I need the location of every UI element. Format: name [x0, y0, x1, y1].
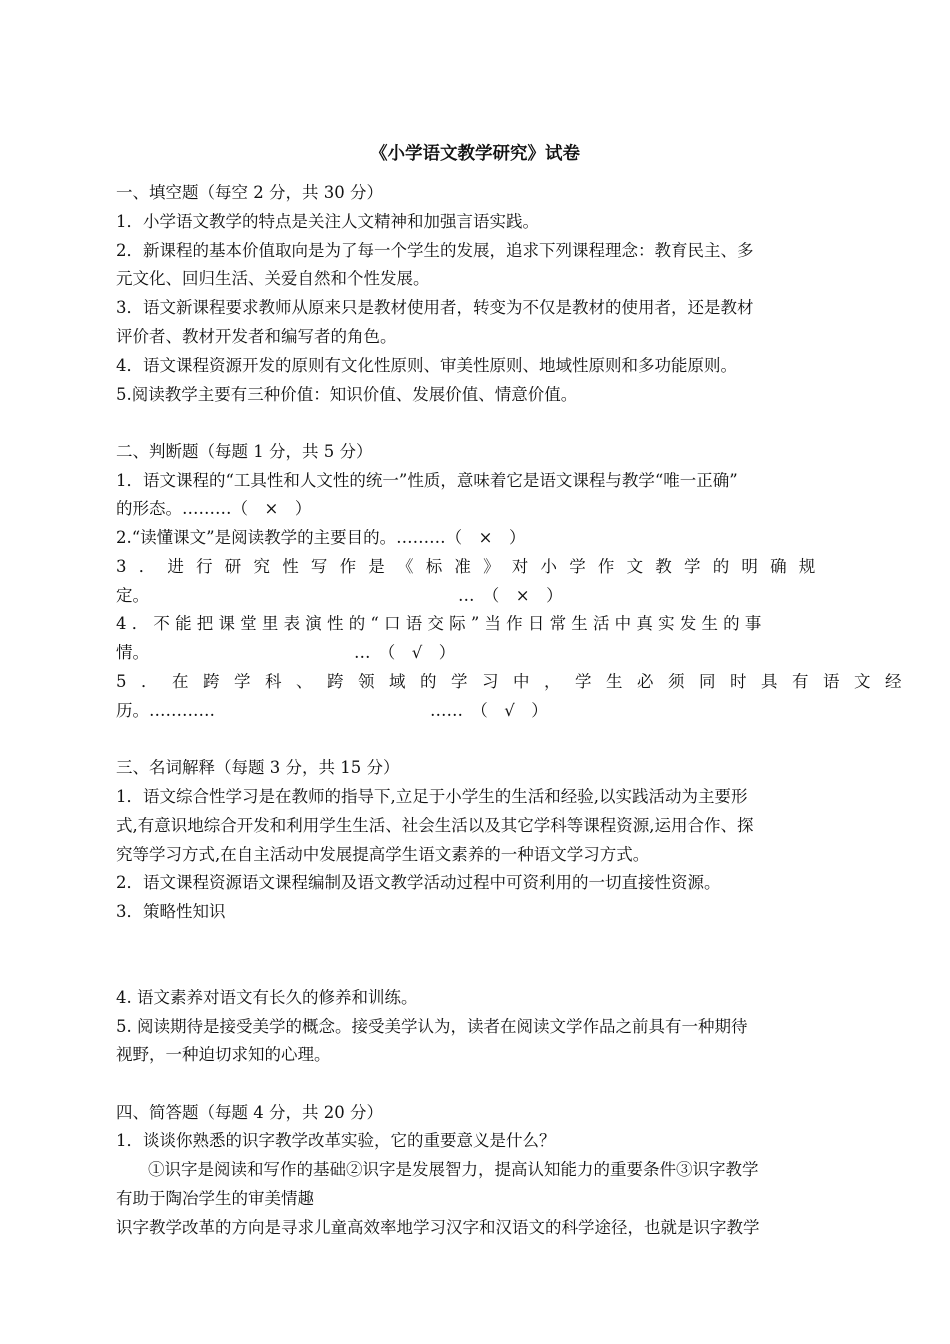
judge-item-3-text: 3．进行研究性写作是《标准》对小学作文教学的明确规 — [116, 557, 828, 576]
short-answer-1-line-2: 有助于陶冶学生的审美情趣 — [116, 1189, 314, 1208]
fill-item-2-line-2: 元文化、回归生活、关爱自然和个性发展。 — [116, 269, 430, 288]
term-item-1-line-1: 1．语文综合性学习是在教师的指导下,立足于小学生的生活和经验,以实践活动为主要形 — [116, 787, 748, 806]
judge-item-2: 2.“读懂课文”是阅读教学的主要目的。………（ × ） — [116, 528, 526, 547]
term-item-5-line-2: 视野，一种迫切求知的心理。 — [116, 1045, 331, 1064]
page-title: 《小学语文教学研究》试卷 — [370, 144, 580, 164]
fill-item-1: 1．小学语文教学的特点是关注人文精神和加强言语实践。 — [116, 212, 539, 231]
section-4-heading: 四、简答题（每题 4 分，共 20 分） — [116, 1103, 383, 1122]
section-2-heading: 二、判断题（每题 1 分，共 5 分） — [116, 442, 373, 461]
judge-item-5-text: 5．在跨学科、跨领域的学习中，学生必须同时具有语文经 — [116, 672, 916, 691]
short-answer-1-line-1: ①识字是阅读和写作的基础②识字是发展智力，提高认知能力的重要条件③识字教学 — [148, 1160, 759, 1179]
short-question-1: 1．谈谈你熟悉的识字教学改革实验，它的重要意义是什么？ — [116, 1131, 556, 1150]
term-item-4: 4. 语文素养对语文有长久的修养和训练。 — [116, 988, 418, 1007]
judge-item-5-line-1 — [116, 672, 916, 692]
term-item-3: 3．策略性知识 — [116, 902, 226, 921]
judge-item-5-line-2: 历。………… — [116, 701, 215, 720]
judge-item-4-line-1 — [116, 614, 860, 634]
term-item-1-line-3: 究等学习方式,在自主活动中发展提高学生语文素养的一种语文学习方式。 — [116, 845, 650, 864]
judge-item-4-text: 4．不能把课堂里表演性的“口语交际”当作日常生活中真实发生的事 — [116, 614, 767, 633]
term-item-5-line-1: 5. 阅读期待是接受美学的概念。接受美学认为，读者在阅读文学作品之前具有一种期待 — [116, 1017, 748, 1036]
judge-item-1-line-1: 1．语文课程的“工具性和人文性的统一”性质，意味着它是语文课程与教学“唯一正确” — [116, 471, 738, 490]
judge-item-1-line-2: 的形态。………（ × ） — [116, 499, 312, 518]
fill-item-4: 4．语文课程资源开发的原则有文化性原则、审美性原则、地域性原则和多功能原则。 — [116, 356, 737, 375]
term-item-1-line-2: 式,有意识地综合开发和利用学生生活、社会生活以及其它学科等课程资源,运用合作、探 — [116, 816, 754, 835]
fill-item-2-line-1: 2．新课程的基本价值取向是为了每一个学生的发展，追求下列课程理念：教育民主、多 — [116, 241, 754, 260]
fill-item-3-line-1: 3．语文新课程要求教师从原来只是教材使用者，转变为不仅是教材的使用者，还是教材 — [116, 298, 754, 317]
judge-item-4-answer: … （ √ ） — [354, 643, 456, 662]
term-item-2: 2．语文课程资源语文课程编制及语文教学活动过程中可资利用的一切直接性资源。 — [116, 873, 721, 892]
section-1-heading: 一、填空题（每空 2 分，共 30 分） — [116, 183, 383, 202]
fill-item-5: 5.阅读教学主要有三种价值：知识价值、发展价值、情意价值。 — [116, 385, 578, 404]
judge-item-3-line-2: 定。 — [116, 586, 149, 605]
judge-item-3-answer: … （ × ） — [458, 586, 563, 605]
short-answer-2-line-1: 识字教学改革的方向是寻求儿童高效率地学习汉字和汉语文的科学途径，也就是识字教学 — [116, 1218, 760, 1237]
section-3-heading: 三、名词解释（每题 3 分，共 15 分） — [116, 758, 400, 777]
judge-item-4-line-2: 情。 — [116, 643, 149, 662]
judge-item-3-line-1 — [116, 557, 860, 577]
fill-item-3-line-2: 评价者、教材开发者和编写者的角色。 — [116, 327, 397, 346]
judge-item-5-answer: …… （ √ ） — [430, 701, 548, 720]
